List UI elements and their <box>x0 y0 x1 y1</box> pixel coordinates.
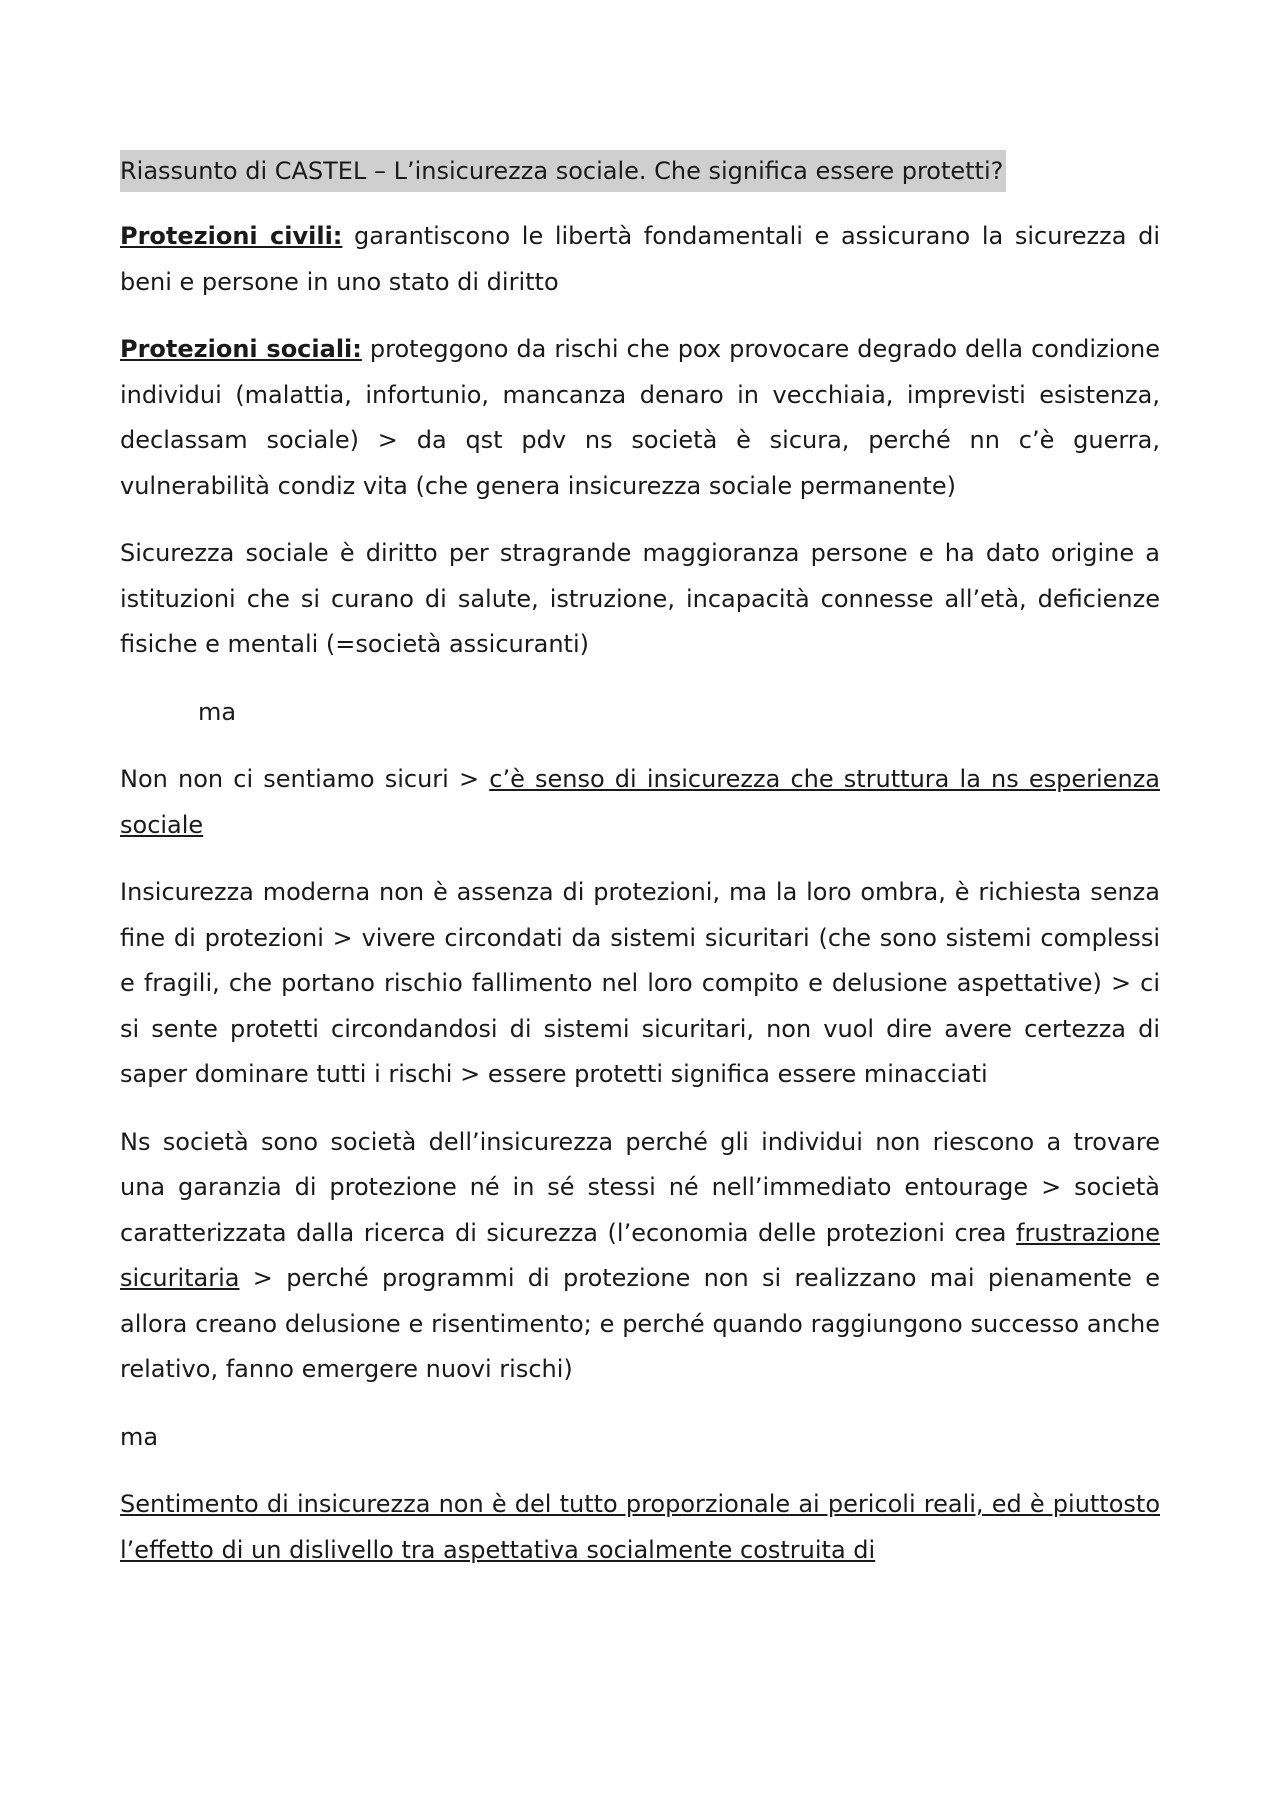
paragraph-sicurezza-sociale: Sicurezza sociale è diritto per stragrande maggioranza persone e ha dato origine a istituzioni che si curano di salute, istruzione, incapacità connesse all’età, deficienze fisiche e mentali (=società assicuranti) <box>120 539 1160 658</box>
underlined-text: frustrazione sicuritaria <box>120 1218 1160 1292</box>
paragraph-societa-insicurezza <box>120 1120 1160 1393</box>
paragraph-sentimento: Sentimento di insicurezza non è del tutto proporzionale ai pericoli reali, ed è piuttosto l’effetto di un dislivello tra aspettativa socialmente costruita di <box>120 1490 1160 1564</box>
paragraph-protezioni-sociali <box>120 327 1160 509</box>
term-protezioni-sociali: Protezioni sociali: <box>120 335 362 363</box>
term-protezioni-civili: Protezioni civili: <box>120 222 343 250</box>
paragraph-text: Non non ci sentiamo sicuri > <box>120 765 490 793</box>
connector-ma: ma <box>198 697 237 726</box>
paragraph-text: Ns società sono società dell’insicurezza perché gli individui non riescono a trovare una garanzia di protezione né in sé stessi né nell’immediato entourage > società caratterizzata dalla ricerca di sicurezza (l’economia delle protezioni crea <box>120 1127 1160 1247</box>
paragraph-non-sicuri <box>120 757 1160 848</box>
document-title: Riassunto di CASTEL – L’insicurezza sociale. Che significa essere protetti? <box>120 150 1006 192</box>
paragraph-protezioni-civili <box>120 214 1160 305</box>
connector-ma: ma <box>120 1422 159 1451</box>
paragraph-text: proteggono da rischi che pox provocare degrado della condizione individui (malattia, infortunio, mancanza denaro in vecchiaia, imprevisti esistenza, declassam sociale) > da qst pdv ns società è sicura, perché nn c’è guerra, vulnerabilità condiz vita (che genera insicurezza sociale permanente) <box>120 335 1160 500</box>
paragraph-text: > perché programmi di protezione non si realizzano mai pienamente e allora creano delusione e risentimento; e perché quando raggiungono successo anche relativo, fanno emergere nuovi rischi) <box>120 1264 1160 1383</box>
paragraph-insicurezza-moderna: Insicurezza moderna non è assenza di protezioni, ma la loro ombra, è richiesta senza fine di protezioni > vivere circondati da sistemi sicuritari (che sono sistemi complessi e fragili, che portano rischio fallimento nel loro compito e delusione aspettative) > ci si sente protetti circondandosi di sistemi sicuritari, non vuol dire avere certezza di saper dominare tutti i rischi > essere protetti significa essere minacciati <box>120 878 1160 1088</box>
underlined-text: c’è senso di insicurezza che struttura la ns esperienza sociale <box>120 765 1160 839</box>
paragraph-text: garantiscono le libertà fondamentali e assicurano la sicurezza di beni e persone in uno stato di diritto <box>120 222 1160 296</box>
document-page <box>120 150 1160 1595</box>
